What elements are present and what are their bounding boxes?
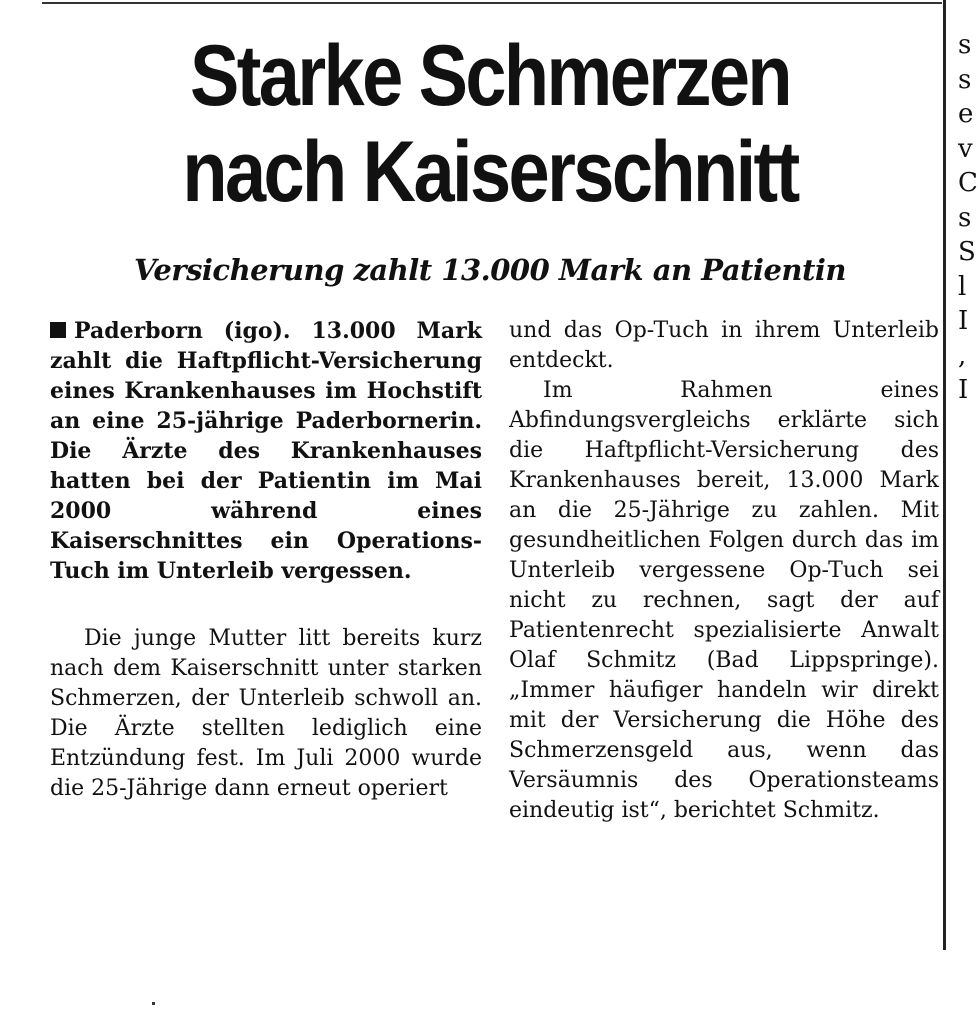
fragment: C [958,168,978,198]
fragment: v [958,133,973,164]
column-rule [943,0,946,950]
lead-text: Paderborn (igo). 13.000 Mark zahlt die Haftpflicht-Versicherung eines Krankenhauses im Hochstift an eine 25-jährige Paderbornerin. Die Ärzte des Krankenhauses hatten bei der Patientin im Mai 2000 während eines Kaiserschnittes ein Operations-Tuch im Unterleib vergessen. [50,318,482,584]
bullet-square-icon [50,322,66,338]
top-rule [42,2,942,4]
body-paragraph-2: Im Rahmen eines Abfindungsvergleichs erklärte sich die Haftpflicht-Versicherung des Krankenhauses bereit, 13.000 Mark an die 25-Jährige zu zahlen. Mit gesundheitlichen Folgen durch das im Unterleib vergessene Op-Tuch sei nicht zu rechnen, sagt der auf Patientenrecht spezialisierte Anwalt Olaf Schmitz (Bad Lippspringe). „Immer häufiger handeln wir direkt mit der Versicherung die Höhe des Schmerzensgeld aus, wenn das Versäumnis des Operationsteams eindeutig ist“, berichtet Schmitz. [509,378,939,823]
fragment: e [958,99,974,129]
headline-line-1: Starke Schmerzen [189,28,791,124]
fragment: s [958,64,972,95]
fragment: s [958,202,972,233]
fragment: S [958,237,976,267]
adjacent-column-fragments [958,28,978,408]
fragment: I [958,375,969,405]
headline-line-2: nach Kaiserschnitt [182,124,798,220]
print-speck [152,1002,155,1005]
lead-paragraph [50,316,482,586]
headline [120,28,860,220]
fragment: l [958,271,967,302]
article-column-right [509,316,939,826]
subheadline: Versicherung zahlt 13.000 Mark an Patientin [134,253,846,287]
article-column-left [50,316,482,804]
body-paragraph-1-continued: und das Op-Tuch in ihrem Unterleib entdeckt. [509,318,939,373]
fragment: s [958,30,972,60]
fragment: I [958,306,969,336]
fragment: , [958,340,967,371]
body-paragraph-1: Die junge Mutter litt bereits kurz nach dem Kaiserschnitt unter starken Schmerzen, der Unterleib schwoll an. Die Ärzte stellten lediglich eine Entzündung fest. Im Juli 2000 wurde die 25-Jährige dann erneut operiert [50,626,482,801]
